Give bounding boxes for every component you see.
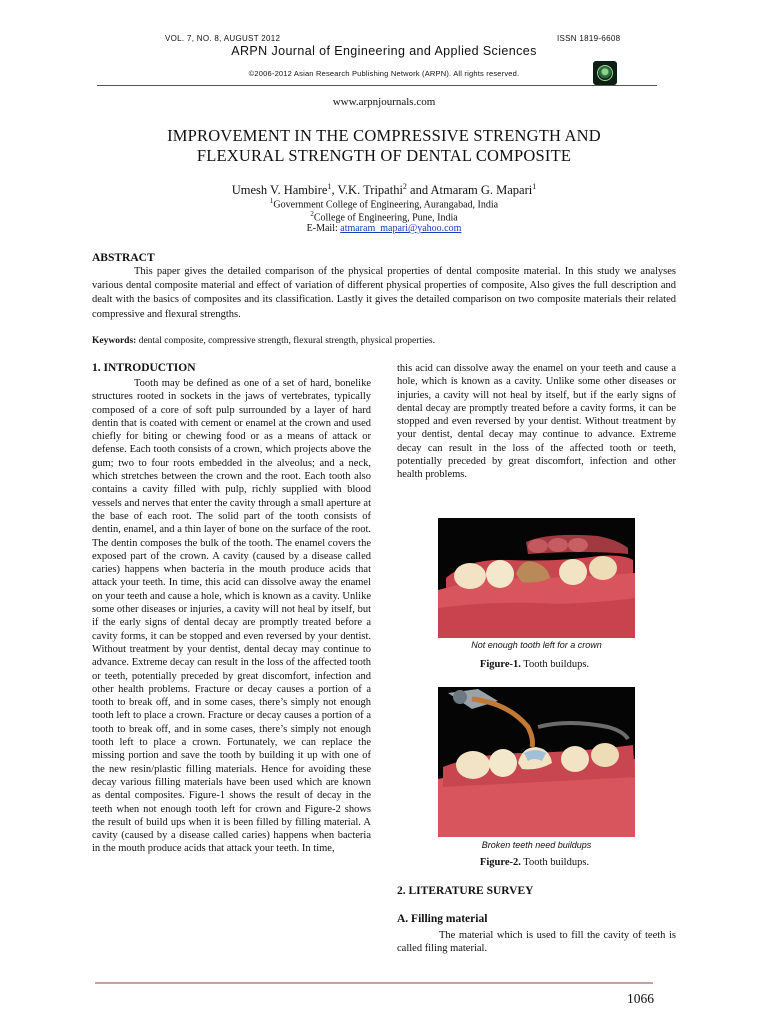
author-1-affil: 1: [327, 182, 332, 191]
keywords-label: Keywords:: [92, 336, 137, 346]
journal-name: ARPN Journal of Engineering and Applied Sciences: [231, 44, 537, 58]
journal-website: www.arpnjournals.com: [332, 96, 436, 108]
publisher-logo: [593, 61, 617, 85]
journal-volume: VOL. 7, NO. 8, AUGUST 2012: [165, 34, 281, 43]
paper-title: [80, 126, 688, 166]
literature-heading: 2. LITERATURE SURVEY: [397, 885, 534, 897]
title-line-1: IMPROVEMENT IN THE COMPRESSIVE STRENGTH AND: [167, 126, 601, 145]
keywords-text: dental composite, compressive strength, flexural strength, physical properties.: [136, 336, 435, 346]
figure-2-caption: Figure-2. Tooth buildups.: [479, 857, 590, 868]
abstract-text: This paper gives the detailed comparison of the physical properties of dental composite material. In this study we analyses various dental composite material and effect of variation of different physical properties of composite, Also gives the full description and dealt with the basics of composites and its classification. Lastly it gives the detailed comparison on two composite materials their related compressive and flexural strengths.: [92, 266, 676, 320]
abstract-heading: ABSTRACT: [92, 252, 155, 264]
journal-issn: ISSN 1819-6608: [557, 34, 621, 43]
footer-divider: [95, 982, 653, 984]
email-link[interactable]: atmaram_mapari@yahoo.com: [340, 223, 462, 234]
figure-1-image: [438, 518, 635, 638]
page-number: 1066: [627, 991, 654, 1006]
figure-1-illustration: [438, 518, 635, 638]
filling-material-text: The material which is used to fill the cavity of teeth is called filing material.: [397, 930, 676, 955]
figure-2-image: [438, 687, 635, 837]
author-3-affil: 1: [532, 182, 537, 191]
figure-2-image-caption: Broken teeth need buildups: [481, 840, 592, 850]
affiliation-2: $^2$College of Engineering, Pune, India: [310, 210, 458, 224]
copyright-notice: ©2006-2012 Asian Research Publishing Network (ARPN). All rights reserved.: [248, 69, 520, 78]
title-line-2: FLEXURAL STRENGTH OF DENTAL COMPOSITE: [196, 146, 572, 165]
figure-2-illustration: [438, 687, 635, 837]
introduction-text: Tooth may be defined as one of a set of hard, bonelike structures rooted in sockets in the jaws of vertebrates, typically composed of a core of soft pulp surrounded by a layer of hard dentin that is coated with cement or enamel at the crown and used chiefly for biting or chewing food or as a means of attack or defense. Each tooth consists of a crown, which projects above the gum; two to four roots embedded in the alveolus; and a neck, which stretches between the crown and the root. Each tooth also contains a cavity filled with pulp, richly supplied with blood vessels and nerves that enter the cavity through a small aperture at the base of each root. The solid part of the tooth consists of dentin, enamel, and a thin layer of bone on the surface of the root. The dentin composes the bulk of the tooth. The enamel covers the exposed part of the crown. A cavity (caused by a disease called caries) happens when bacteria in the mouth produce acids that attack your teeth. In time, this acid can dissolve away the enamel on your teeth and cause a hole, which is known as a cavity. Unlike some other diseases or injuries, a cavity will not heal by itself, but if the early signs of dental decay are promptly treated before a cavity forms, it can be stopped and even reversed by your dentist. Without treatment by your dentist, dental decay may continue to advance. Extreme decay can result in the loss of the affected tooth or teeth, potentially preceded by great discomfort, infection and other health problems. Fracture or decay causes a portion of a tooth to break off, and in some cases, there’s simply not enough tooth left to place a crown. Fracture or decay causes a portion of a tooth to break off, and in some cases, there’s simply not enough tooth left to place a crown. Fortunately, we can replace the missing portion and save the tooth by building it up with one of the new resin/plastic filling materials. Hence for avoiding these decay various filling materials have been used which are known as dental composites. Figure-1 shows the result of decay in the teeth when not enough tooth left for crown and Figure-2 shows the result of build ups when it is been filled by filling material. A cavity (caused by a disease called caries) happens when bacteria in the mouth produce acids that attack your teeth. In time,: [92, 378, 371, 855]
author-2-affil: 2: [402, 182, 407, 191]
introduction-heading: 1. INTRODUCTION: [92, 362, 196, 374]
contact-email: E-Mail: atmaram_mapari@yahoo.com: [306, 223, 462, 234]
author-1: Umesh V. Hambire: [231, 183, 328, 198]
introduction-continuation: this acid can dissolve away the enamel on your teeth and cause a hole, which is known as a cavity. Unlike some other diseases or injuries, a cavity will not heal by itself, but if the early signs of dental decay are promptly treated before a cavity forms, it can be stopped and even reversed by your dentist. Without treatment by your dentist, dental decay may continue to advance. Extreme decay can result in the loss of the affected tooth or teeth, potentially preceded by great discomfort, infection and other health problems.: [397, 363, 676, 481]
filling-material-subheading: A. Filling material: [397, 913, 488, 925]
author-list: Umesh V. Hambire$^1$, V.K. Tripathi$^2$ and Atmaram G. Mapari$^1$: [231, 182, 537, 198]
figure-1-caption: Figure-1. Tooth buildups.: [479, 659, 590, 670]
affiliation-1: $^1$Government College of Engineering, Aurangabad, India: [269, 197, 499, 211]
figure-1-image-caption: Not enough tooth left for a crown: [471, 640, 602, 650]
author-3: Atmaram G. Mapari: [430, 183, 533, 198]
author-2: V.K. Tripathi: [337, 183, 403, 198]
keywords: [92, 336, 676, 346]
header-divider: [97, 85, 657, 86]
